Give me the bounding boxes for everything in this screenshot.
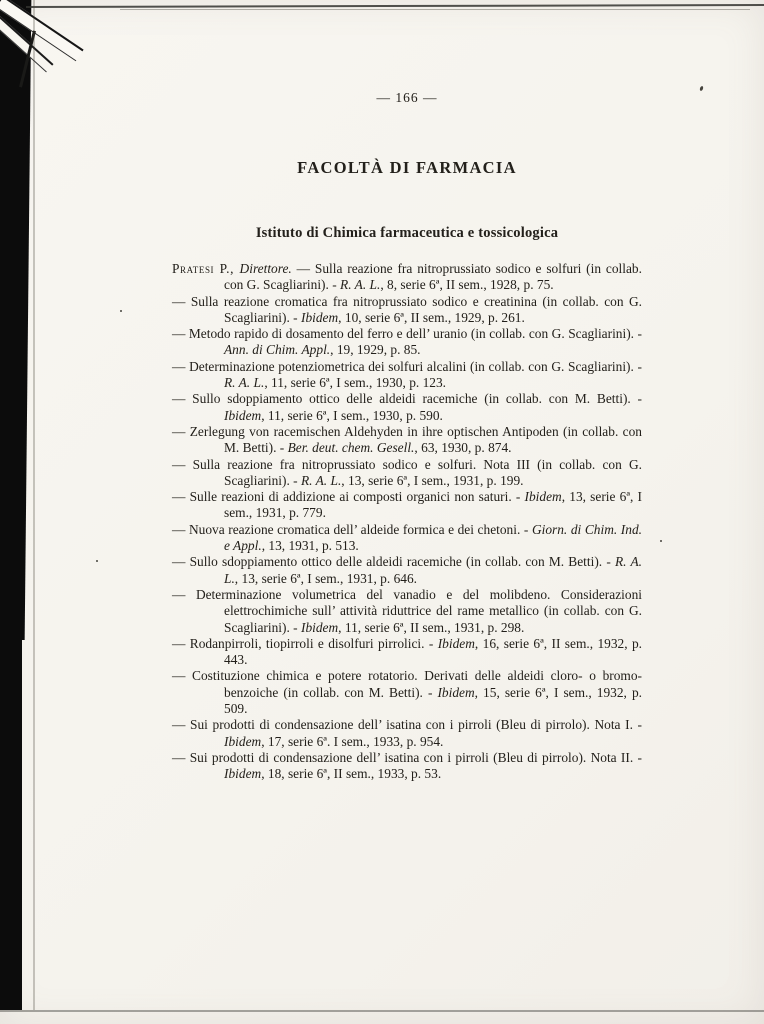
bibliography-entry-segment: Giorn. di Chim. Ind. e Appl.: [224, 521, 642, 554]
bibliography-entry: [172, 457, 642, 490]
bibliography-entry-segment: , 63, 1930, p. 874.: [414, 440, 512, 456]
bibliography-entry: [172, 294, 642, 327]
bibliography-entry-segment: Ber. deut. chem. Gesell.: [287, 440, 415, 456]
scan-speck: [660, 540, 662, 542]
bibliography-entry: [172, 717, 642, 750]
bibliography-entry-segment: — Nuova reazione cromatica dell’ aldeide formica e dei chetoni. -: [172, 521, 532, 537]
bibliography-entry: [172, 554, 642, 587]
bibliography-entry-segment: Ibidem: [224, 733, 262, 749]
bibliography-entry-segment: — Sulla reazione cromatica fra nitroprussiato sodico e creatinina (in collab. con G. Scagliarini). -: [172, 293, 642, 325]
page-content: [172, 90, 642, 783]
bibliography-entry: [172, 587, 642, 636]
bibliography-entry-segment: R. A. L.: [224, 375, 265, 391]
bibliography-entry-segment: — Sullo sdoppiamento ottico delle aldeidi racemiche (in collab. con M. Betti). -: [172, 554, 615, 570]
bibliography-entry-segment: Pratesi P.,: [172, 261, 240, 276]
page-crease-line: [33, 0, 35, 1010]
bibliography-entry-segment: — Zerlegung von racemischen Aldehyden in ihre optischen Antipoden (in collab. con M. Betti). -: [172, 423, 642, 456]
bibliography-entry-segment: , 18, serie 6ª, II sem., 1933, p. 53.: [261, 766, 442, 782]
bibliography-entry-segment: — Sui prodotti di condensazione dell’ isatina con i pirroli (Bleu di pirrolo). Nota II. -: [172, 749, 642, 765]
page-title: FACOLTÀ DI FARMACIA: [297, 158, 517, 177]
bibliography-entry-segment: Ann. di Chim. Appl.: [224, 342, 331, 358]
bibliography-entry-segment: Ibidem: [300, 619, 339, 635]
bibliography-entry-segment: Direttore.: [239, 261, 292, 276]
bibliography-entry-segment: , 10, serie 6ª, II sem., 1929, p. 261.: [338, 309, 525, 325]
bibliography-entry: [172, 391, 642, 424]
bibliography-entry-segment: , 17, serie 6ª. I sem., 1933, p. 954.: [261, 733, 444, 749]
bibliography-entry-segment: Ibidem: [437, 684, 475, 700]
bibliography-entry-segment: , 13, serie 6ª, I sem., 1931, p. 779.: [224, 489, 642, 521]
bibliography-entry-segment: — Sulla reazione fra nitroprussiato sodico e solfuri. Nota III (in collab. con G. Scagliarini). -: [172, 456, 642, 488]
bibliography-entry-segment: — Sulle reazioni di addizione ai composti organici non saturi. -: [172, 489, 525, 505]
bibliography-entry-segment: — Rodanpirroli, tiopirroli e disolfuri pirrolici. -: [172, 635, 438, 651]
bibliography-entry-segment: Ibidem: [300, 309, 339, 325]
bibliography-entry: [172, 424, 642, 457]
bibliography-entry: [172, 261, 642, 294]
bibliography-entry-segment: , 11, serie 6ª, I sem., 1930, p. 590.: [261, 407, 443, 423]
bibliography-entry-segment: — Determinazione potenziometrica dei solfuri alcalini (in collab. con G. Scagliarini). -: [172, 358, 642, 374]
bibliography-entry-segment: Ibidem: [224, 407, 262, 423]
bibliography-entry-segment: — Costituzione chimica e potere rotatorio. Derivati delle aldeidi cloro- o bromo-benzoiche (in collab. con M. Betti). -: [172, 668, 642, 700]
scan-speck: [699, 86, 704, 92]
page-number: — 166 —: [376, 90, 438, 105]
bibliography-entry-segment: — Sulla reazione fra nitroprussiato sodico e solfuri (in collab. con G. Scagliarini). -: [224, 261, 642, 293]
bibliography-entry-segment: , 11, serie 6ª, I sem., 1930, p. 123.: [264, 375, 447, 391]
bibliography-entry-segment: R. A. L.: [224, 554, 642, 586]
bibliography-entry-segment: Ibidem: [437, 635, 475, 651]
bibliography-entry-segment: , 13, serie 6ª, I sem., 1931, p. 646.: [234, 570, 418, 586]
bibliography-entry-segment: , 13, 1931, p. 513.: [261, 538, 359, 554]
bibliography-entry: [172, 359, 642, 392]
bibliography-entry: [172, 668, 642, 717]
bibliography-entry-segment: R. A. L.: [300, 472, 342, 488]
bibliography-entry-segment: — Sui prodotti di condensazione dell’ isatina con i pirroli (Bleu di pirrolo). Nota I. -: [172, 717, 642, 733]
bibliography-entry-segment: , 11, serie 6ª, II sem., 1931, p. 298.: [338, 619, 525, 635]
bibliography-entry: [172, 750, 642, 783]
scan-bottom-edge-line: [0, 1010, 764, 1012]
bibliography-entry-segment: , 8, serie 6ª, II sem., 1928, p. 75.: [380, 277, 554, 293]
bibliography-entry: [172, 326, 642, 359]
bibliography-entry-segment: Ibidem: [224, 766, 262, 782]
section-subtitle: Istituto di Chimica farmaceutica e tossicologica: [255, 225, 559, 241]
bibliography-entry-segment: R. A. L.: [340, 277, 381, 293]
bibliography-list: [172, 261, 642, 783]
bibliography-entry-segment: , 13, serie 6ª, I sem., 1931, p. 199.: [341, 472, 524, 488]
scan-top-edge-line: [26, 4, 764, 8]
scan-speck: [96, 560, 98, 562]
bibliography-entry-segment: — Determinazione volumetrica del vanadio e del molibdeno. Considerazioni elettrochimiche sull’ attività riduttrice del rame metallico (in collab. con G. Scagliarini). -: [172, 586, 642, 635]
bibliography-entry-segment: , 15, serie 6ª, I sem., 1932, p. 509.: [224, 684, 643, 717]
bibliography-entry-segment: , 16, serie 6ª, II sem., 1932, p. 443.: [224, 635, 642, 668]
scan-top-edge-line: [120, 9, 750, 10]
bibliography-entry-segment: , 19, 1929, p. 85.: [330, 342, 421, 358]
bibliography-entry-segment: — Metodo rapido di dosamento del ferro e dell’ uranio (in collab. con G. Scagliarini). -: [172, 326, 642, 342]
bibliography-entry: [172, 522, 642, 555]
scan-speck: [120, 310, 122, 312]
bibliography-entry-segment: Ibidem: [524, 489, 562, 505]
bibliography-entry: [172, 489, 642, 522]
bibliography-entry-segment: — Sullo sdoppiamento ottico delle aldeidi racemiche (in collab. con M. Betti). -: [172, 391, 642, 407]
bibliography-entry: [172, 636, 642, 669]
